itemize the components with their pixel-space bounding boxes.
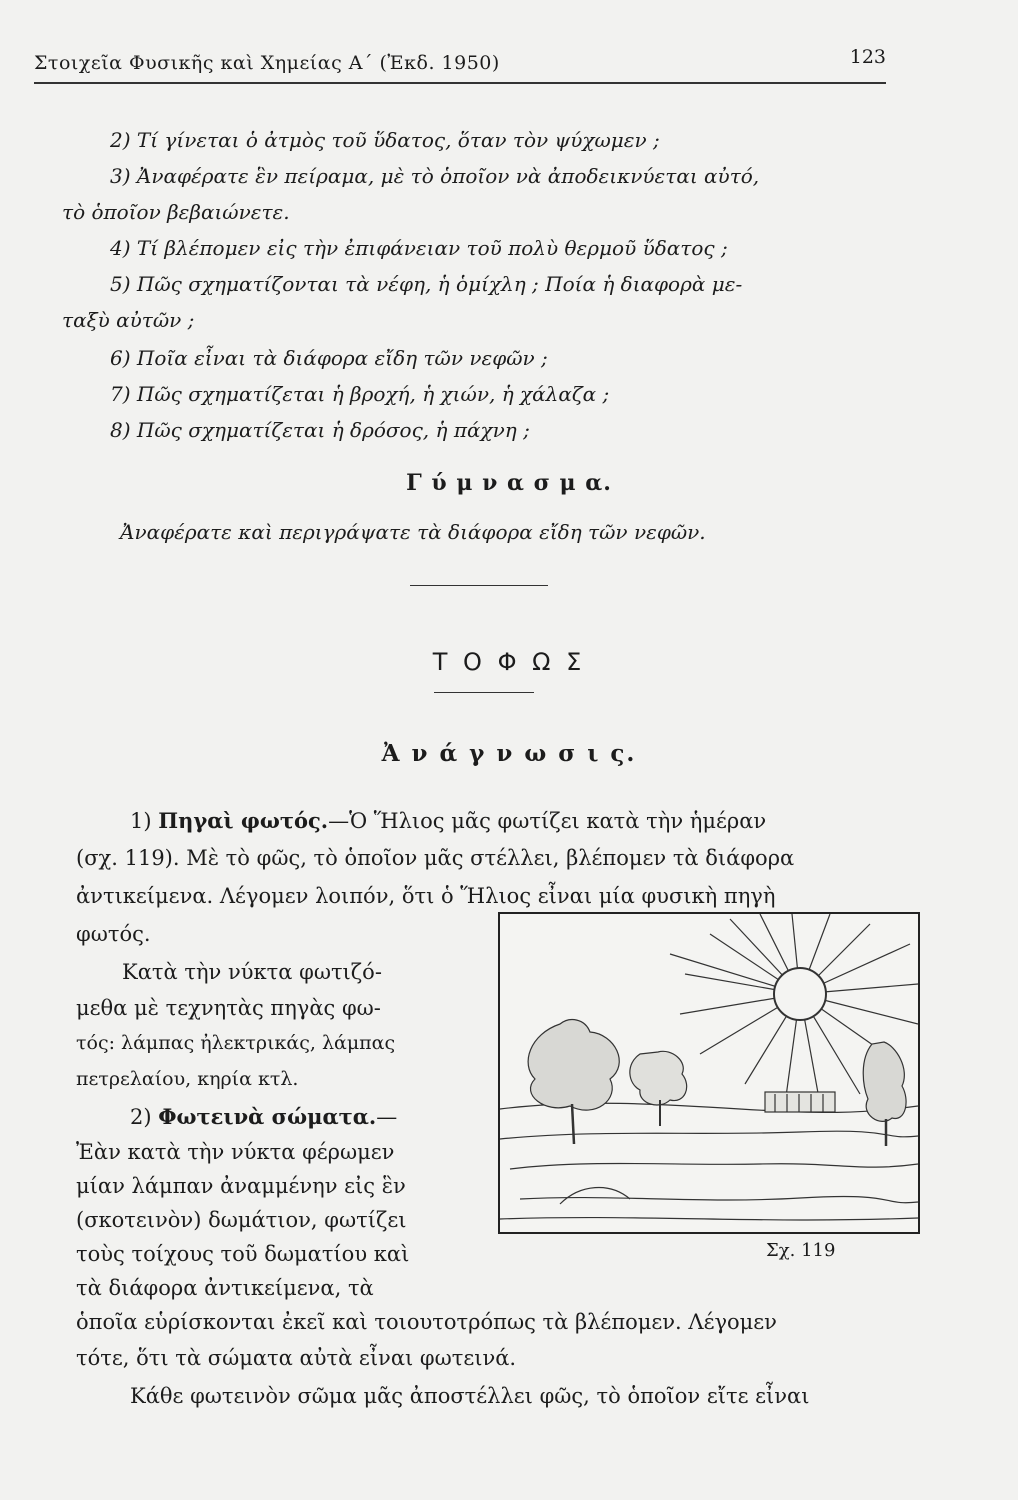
paragraph-1-line-4: φωτός. xyxy=(76,922,151,946)
paragraph-2-line-5: τοὺς τοίχους τοῦ δωματίου καὶ xyxy=(76,1242,410,1266)
night-line-1: Κατὰ τὴν νύκτα φωτιζό- xyxy=(122,960,382,984)
paragraph-1-number: 1) xyxy=(130,809,159,833)
night-line-3: τός: λάμπας ἠλεκτρικάς, λάμπας xyxy=(76,1032,396,1054)
exercise-heading: Γ ύ μ ν α σ μ α. xyxy=(406,470,612,496)
divider-rule xyxy=(410,585,548,586)
page-number: 123 xyxy=(849,46,886,68)
book-title: Στοιχεῖα Φυσικῆς καὶ Χημείας Α΄ (Ἐκδ. 1950) xyxy=(34,52,500,74)
paragraph-2-line-4: (σκοτεινὸν) δωμάτιον, φωτίζει xyxy=(76,1208,407,1232)
figure-caption: Σχ. 119 xyxy=(766,1240,836,1261)
foreground-bush xyxy=(560,1188,630,1204)
paragraph-3-line-1: Κάθε φωτεινὸν σῶμα μᾶς ἀποστέλλει φῶς, τὸ ὁποῖον εἴτε εἶναι xyxy=(130,1384,810,1408)
question-8: 8) Πῶς σχηματίζεται ἡ δρόσος, ἡ πάχνη ; xyxy=(110,418,530,442)
paragraph-2-line-2: Ἐὰν κατὰ τὴν νύκτα φέρωμεν xyxy=(76,1140,395,1164)
distant-columns xyxy=(765,1092,835,1112)
sun xyxy=(774,968,826,1020)
paragraph-2-line-3: μίαν λάμπαν ἀναμμένην εἰς ἓν xyxy=(76,1174,406,1198)
paragraph-2-line-8-text: τότε, ὅτι τὰ σώματα αὐτὰ εἶναι φωτεινά. xyxy=(76,1346,517,1370)
question-6: 6) Ποῖα εἶναι τὰ διάφορα εἴδη τῶν νεφῶν ; xyxy=(110,346,548,370)
chapter-title: Τ Ο Φ Ω Σ xyxy=(432,648,586,676)
paragraph-2-dash: — xyxy=(376,1105,398,1129)
exercise-text: Ἀναφέρατε καὶ περιγράψατε τὰ διάφορα εἴδη τῶν νεφῶν. xyxy=(120,520,706,544)
right-tree xyxy=(863,1042,906,1146)
paragraph-2-line-6: τὰ διάφορα ἀντικείμενα, τὰ xyxy=(76,1276,374,1300)
figure-119 xyxy=(498,912,920,1234)
paragraph-1-text: —Ὁ Ἥλιος μᾶς φωτίζει κατὰ τὴν ἡμέραν xyxy=(328,809,767,833)
question-7: 7) Πῶς σχηματίζεται ἡ βροχή, ἡ χιών, ἡ χάλαζα ; xyxy=(110,382,610,406)
chapter-title-rule xyxy=(434,692,534,693)
night-line-2: μεθα μὲ τεχνητὰς πηγὰς φω- xyxy=(76,996,381,1020)
question-5-continuation: ταξὺ αὐτῶν ; xyxy=(62,308,195,332)
paragraph-2-heading: Φωτεινὰ σώματα. xyxy=(158,1104,377,1129)
paragraph-1-heading: Πηγαὶ φωτός. xyxy=(158,808,329,833)
night-line-4: πετρελαίου, κηρία κτλ. xyxy=(76,1068,299,1090)
question-5: 5) Πῶς σχηματίζονται τὰ νέφη, ἡ ὁμίχλη ; Ποία ἡ διαφορὰ με- xyxy=(110,272,743,296)
question-4: 4) Τί βλέπομεν εἰς τὴν ἐπιφάνειαν τοῦ πολὺ θερμοῦ ὕδατος ; xyxy=(110,236,728,260)
question-3-continuation: τὸ ὁποῖον βεβαιώνετε. xyxy=(62,200,290,224)
paragraph-1-line-1 xyxy=(130,808,766,833)
running-header xyxy=(34,46,886,84)
readings-heading: Ἀ ν ά γ ν ω σ ι ς. xyxy=(381,740,637,767)
paragraph-1-line-2: (σχ. 119). Μὲ τὸ φῶς, τὸ ὁποῖον μᾶς στέλλει, βλέπομεν τὰ διάφορα xyxy=(76,846,795,870)
paragraph-2-number: 2) xyxy=(130,1105,159,1129)
question-2: 2) Τί γίνεται ὁ ἀτμὸς τοῦ ὕδατος, ὅταν τὸν ψύχωμεν ; xyxy=(110,128,660,152)
paragraph-2-line-8 xyxy=(76,1346,516,1370)
middle-tree xyxy=(630,1051,687,1126)
paragraph-2-line-1 xyxy=(130,1104,397,1129)
paragraph-2-line-7: ὁποῖα εὑρίσκονται ἐκεῖ καὶ τοιουτοτρόπως τὰ βλέπομεν. Λέγομεν xyxy=(76,1310,777,1334)
question-3: 3) Ἀναφέρατε ἓν πείραμα, μὲ τὸ ὁποῖον νὰ ἀποδεικνύεται αὐτό, xyxy=(110,164,760,188)
sun-over-landscape-icon xyxy=(500,914,918,1232)
left-tree xyxy=(528,1020,619,1144)
paragraph-1-line-3: ἀντικείμενα. Λέγομεν λοιπόν, ὅτι ὁ Ἥλιος εἶναι μία φυσικὴ πηγὴ xyxy=(76,884,776,908)
